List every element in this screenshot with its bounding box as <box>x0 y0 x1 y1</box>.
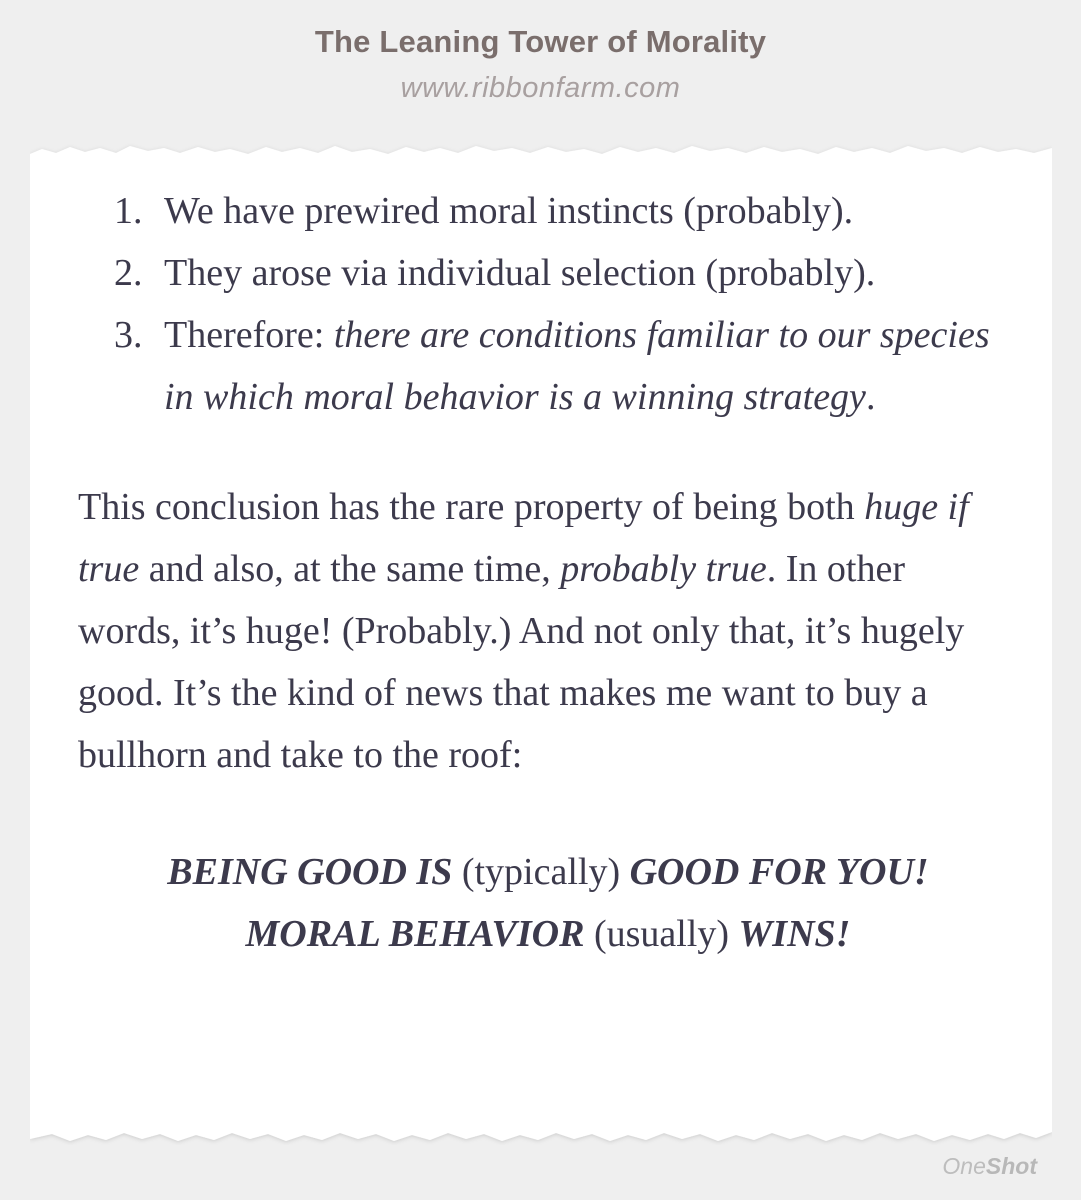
article-excerpt <box>78 180 1018 965</box>
list-item-period: . <box>865 376 876 418</box>
logo-text-shot: Shot <box>985 1153 1037 1179</box>
slogan-qualifier: (usually) <box>584 913 739 955</box>
article-title: The Leaning Tower of Morality <box>314 24 767 59</box>
body-paragraph <box>78 476 998 786</box>
slogan-emphasis: WINS! <box>738 913 851 955</box>
paragraph-text: . In other words, it’s huge! (Probably.) And not only that, it’s hugely good. It’s the kind of news that makes me want to buy a bullhorn and take to the roof: <box>78 548 965 776</box>
slogan-line <box>78 903 1018 965</box>
slogan-line <box>78 841 1018 903</box>
slogan-block <box>78 841 1018 965</box>
paragraph-emphasis: probably true <box>560 548 767 590</box>
list-item-emphasis: there are conditions familiar to our species in which moral behavior is a winning strategy <box>164 314 990 418</box>
list-item-lead: Therefore: <box>164 314 334 356</box>
paragraph-text: and also, at the same time, <box>139 548 561 590</box>
list-item <box>78 242 1018 304</box>
slogan-emphasis: GOOD FOR YOU! <box>629 851 929 893</box>
torn-paper-clipping <box>30 140 1052 1145</box>
numbered-list <box>78 180 1018 428</box>
article-url[interactable]: www.ribbonfarm.com <box>400 72 681 104</box>
slogan-emphasis: BEING GOOD IS <box>167 851 453 893</box>
paragraph-emphasis: huge if true <box>78 486 969 590</box>
logo-text-one: One <box>942 1153 986 1179</box>
list-number: 1. <box>114 190 143 232</box>
list-item <box>78 304 1018 428</box>
list-item <box>78 180 1018 242</box>
slogan-qualifier: (typically) <box>452 851 630 893</box>
slogan-emphasis: MORAL BEHAVIOR <box>245 913 585 955</box>
list-number: 3. <box>114 314 143 356</box>
list-number: 2. <box>114 252 143 294</box>
list-item-text: We have prewired moral instincts (probably). <box>164 190 854 232</box>
list-item-text: They arose via individual selection (probably). <box>164 252 876 294</box>
oneshot-logo <box>942 1153 1037 1180</box>
paragraph-text: This conclusion has the rare property of being both <box>78 486 865 528</box>
